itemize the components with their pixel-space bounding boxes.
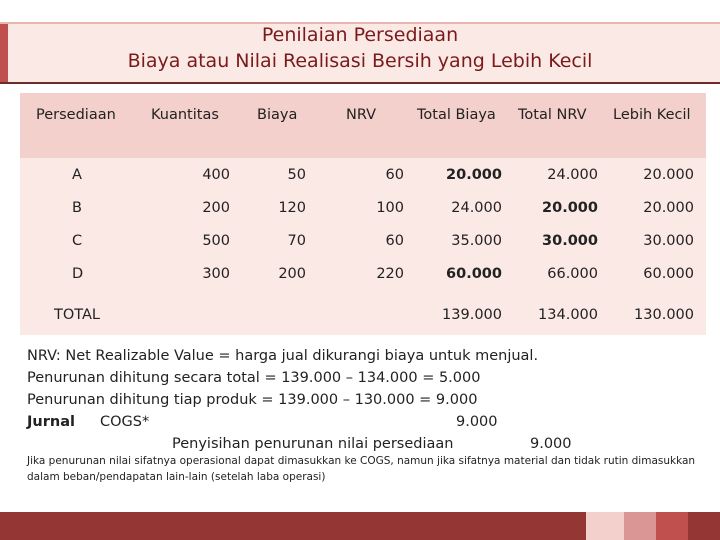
cell-cost: 120: [278, 200, 306, 216]
journal-label: Jurnal: [27, 414, 75, 430]
cell-item: A: [72, 167, 82, 183]
footer-square-light: [586, 512, 624, 540]
cell-lower: 30.000: [643, 233, 694, 249]
cell-nrv: 60: [385, 233, 404, 249]
cell-total-cost: 24.000: [451, 200, 502, 216]
inventory-table: [20, 93, 706, 335]
total-label: TOTAL: [54, 307, 100, 323]
cell-lower: 20.000: [643, 167, 694, 183]
cell-item: D: [72, 266, 84, 282]
cell-qty: 500: [202, 233, 230, 249]
cell-qty: 300: [202, 266, 230, 282]
note-item-decline: Penurunan dihitung tiap produk = 139.000 – 130.000 = 9.000: [27, 392, 478, 408]
cell-qty: 400: [202, 167, 230, 183]
cell-total-cost: 20.000: [446, 167, 502, 183]
cell-cost: 50: [287, 167, 306, 183]
cell-item: B: [72, 200, 82, 216]
cell-lower: 20.000: [643, 200, 694, 216]
credit-amount: 9.000: [530, 436, 572, 452]
total-nrv-sum: 134.000: [538, 307, 598, 323]
slide-title: [0, 22, 720, 74]
footnote: Jika penurunan nilai sifatnya operasional dapat dimasukkan ke COGS, namun jika sifatnya material dan tidak rutin dimasukkan dalam beban/pendapatan lain-lain (setelah laba operasi): [27, 455, 696, 483]
note-total-decline: Penurunan dihitung secara total = 139.000 – 134.000 = 5.000: [27, 370, 481, 386]
header-total-biaya: Total Biaya: [417, 107, 496, 123]
title-line-2: Biaya atau Nilai Realisasi Bersih yang Lebih Kecil: [127, 50, 593, 72]
footer-square-dark: [656, 512, 688, 540]
cell-total-nrv: 66.000: [547, 266, 598, 282]
header-total-nrv: Total NRV: [518, 107, 587, 123]
header-nrv: NRV: [346, 107, 377, 123]
debit-account: COGS*: [100, 414, 150, 430]
cell-nrv: 60: [385, 167, 404, 183]
cell-cost: 70: [287, 233, 306, 249]
cell-total-nrv: 20.000: [542, 200, 598, 216]
credit-account: Penyisihan penurunan nilai persediaan: [172, 436, 454, 452]
cell-total-cost: 35.000: [451, 233, 502, 249]
cell-total-nrv: 24.000: [547, 167, 598, 183]
cell-lower: 60.000: [643, 266, 694, 282]
header-persediaan: Persediaan: [36, 107, 116, 123]
total-cost-sum: 139.000: [442, 307, 502, 323]
cell-total-cost: 60.000: [446, 266, 502, 282]
cell-nrv: 100: [376, 200, 404, 216]
header-kuantitas: Kuantitas: [151, 107, 219, 123]
lower-sum: 130.000: [634, 307, 694, 323]
cell-item: C: [72, 233, 83, 249]
debit-amount: 9.000: [456, 414, 498, 430]
cell-cost: 200: [278, 266, 306, 282]
cell-nrv: 220: [376, 266, 404, 282]
cell-total-nrv: 30.000: [542, 233, 598, 249]
title-line-1: Penilaian Persediaan: [261, 24, 459, 46]
footer-square-mid: [624, 512, 656, 540]
header-biaya: Biaya: [257, 107, 298, 123]
cell-qty: 200: [202, 200, 230, 216]
header-lebih-kecil: Lebih Kecil: [613, 107, 691, 123]
note-nrv-definition: NRV: Net Realizable Value = harga jual dikurangi biaya untuk menjual.: [27, 348, 539, 364]
table-header: [20, 93, 706, 158]
